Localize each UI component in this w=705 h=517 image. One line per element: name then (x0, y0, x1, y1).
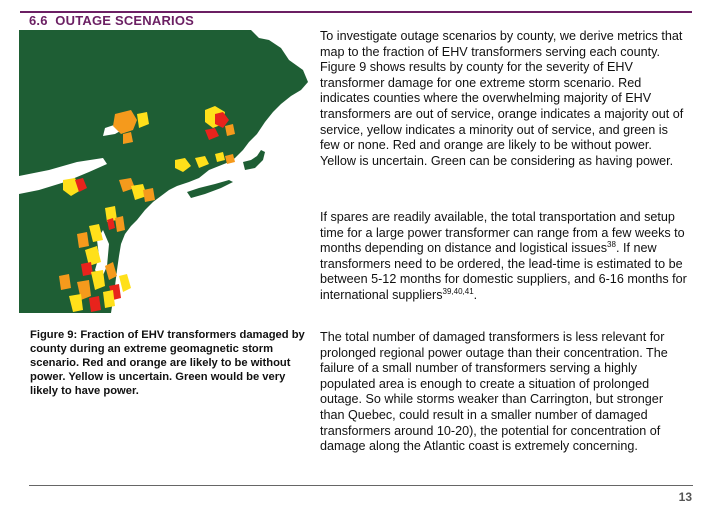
footnote-ref-39-40-41[interactable]: 39,40,41 (442, 286, 474, 296)
paragraph-2-part-a: If spares are readily available, the total transportation and setup time for a large power transformer can range from a few weeks to months depending on distance and logistical issues (320, 210, 685, 256)
paragraph-2-part-c: . (473, 287, 478, 302)
paragraph-2-part-b: . If new transformers need to be ordered, the lead-time is estimated to be between 5-12 months for domestic suppliers, and 6-16 months for international suppliers (320, 241, 687, 302)
footnote-ref-38[interactable]: 38 (607, 240, 616, 249)
section-title: OUTAGE SCENARIOS (55, 13, 195, 28)
paragraph-2-text (320, 210, 690, 304)
paragraph-1 (320, 29, 690, 169)
outage-map (19, 30, 308, 313)
footer-rule (29, 485, 693, 486)
section-heading (29, 13, 194, 28)
paragraph-3-text: The total number of damaged transformers is less relevant for prolonged regional power outage than their concentration. The failure of a small number of transformers serving a highly populated area is enough to create a situation of prolonged outage. So while storms weaker than Carrington, but stronger than Quebec, could result in a smaller number of damaged transformers around 10-20), the potential for concentration of damage along the Atlantic coast is extremely concerning. (320, 330, 668, 454)
paragraph-2 (320, 210, 690, 304)
outage-map-graphic (19, 30, 308, 313)
figure-caption: Figure 9: Fraction of EHV transformers damaged by county during an extreme geomagnetic storm scenario. Red and orange are likely to be without power. Yellow is uncertain. Green would be very likely to have power. (30, 329, 305, 397)
section-number: 6.6 (29, 13, 48, 28)
paragraph-3 (320, 330, 690, 455)
page-number: 13 (678, 490, 692, 504)
paragraph-1-text: To investigate outage scenarios by county, we derive metrics that map to the fraction of EHV transformers serving each county. Figure 9 shows results by county for the severity of EHV transformer damage for one extreme storm scenario. Red indicates counties where the overwhelming majority of EHV transformers are out of service, orange indicates a majority out of service, yellow indicates a minority out of service, and green is few or none. Red and orange are likely to be without power. Yellow is uncertain. Green can be considering as having power. (320, 29, 684, 168)
